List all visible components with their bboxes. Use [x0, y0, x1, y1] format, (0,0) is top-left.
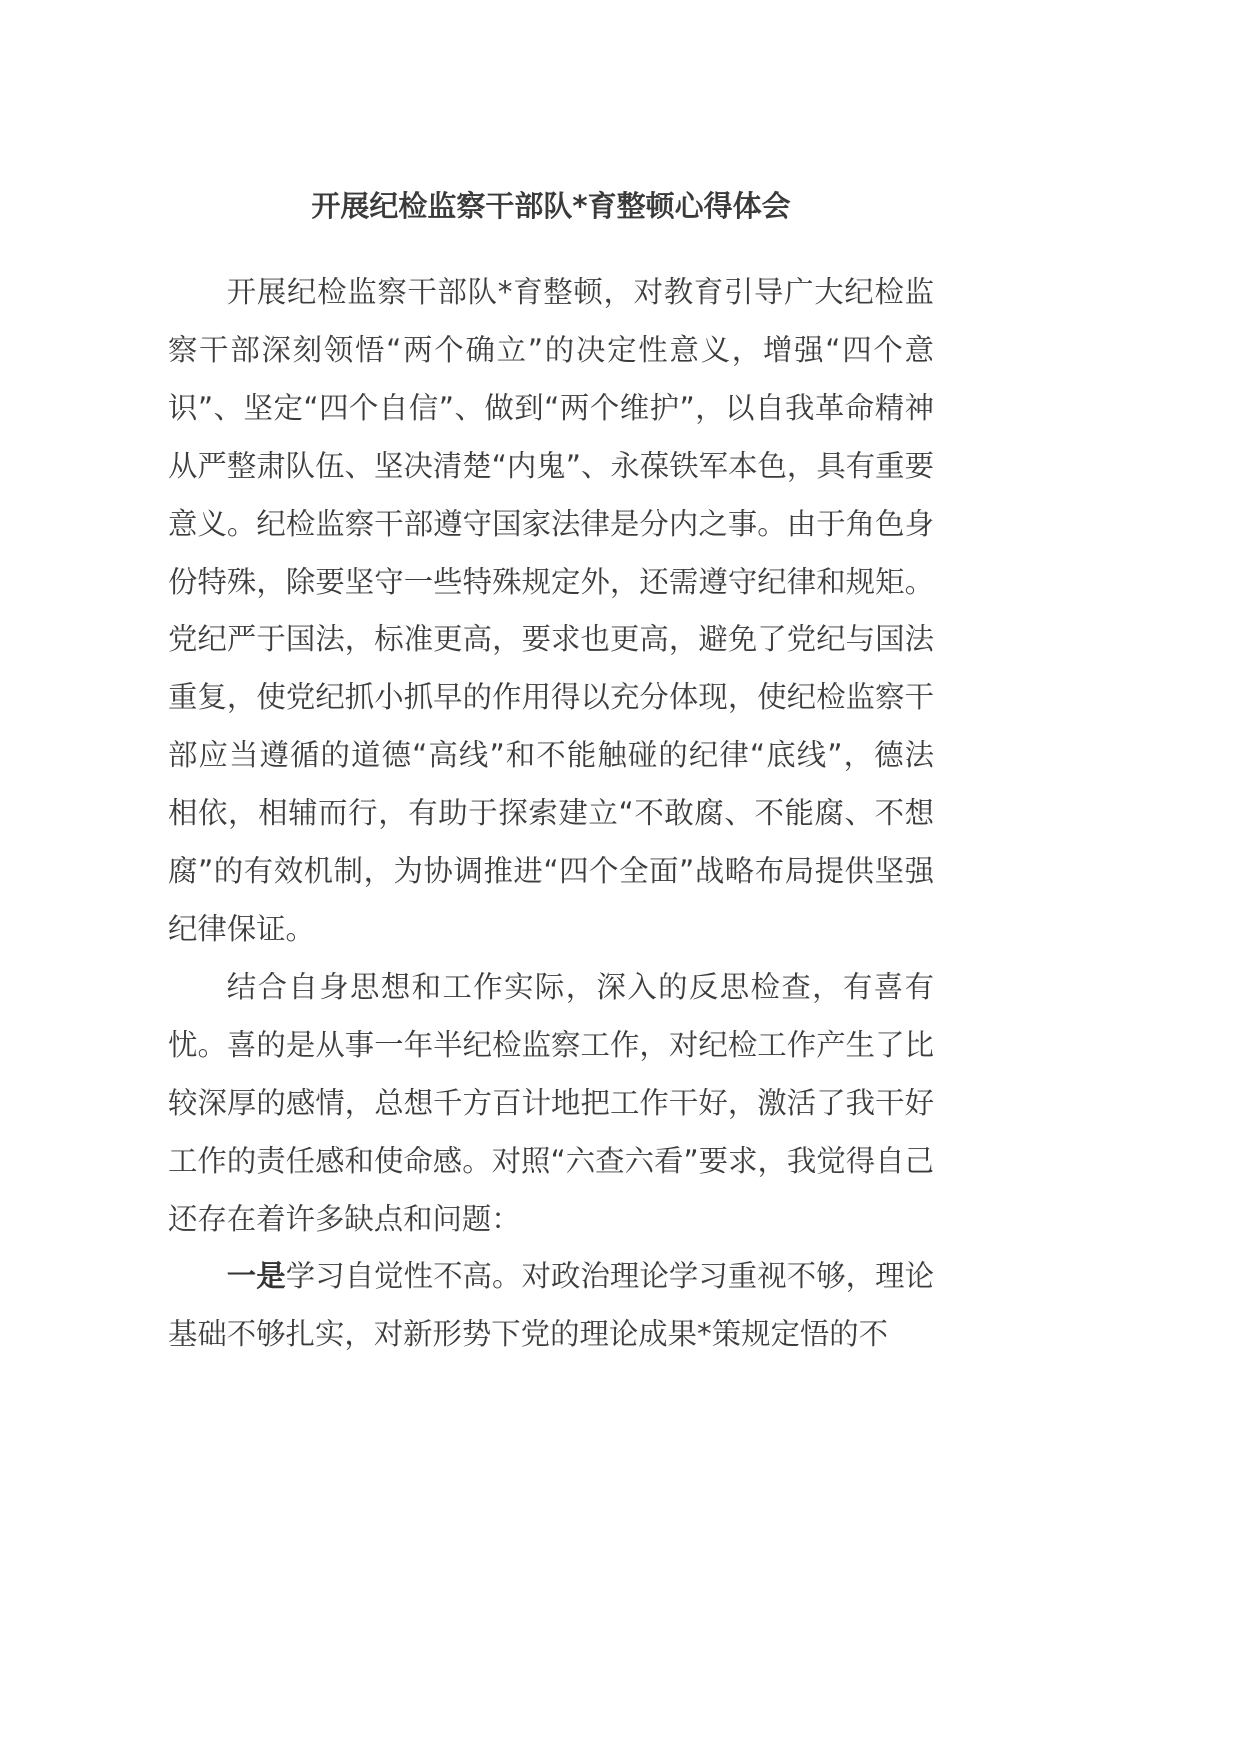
paragraph-3-text: 学习自觉性不高。对政治理论学习重视不够，理论基础不够扎实，对新形势下党的理论成果*策规定悟的不 [168, 1259, 935, 1352]
document-body [168, 264, 934, 1364]
paragraph-3 [168, 1248, 934, 1364]
document-title: 开展纪检监察干部队*育整顿心得体会 [311, 189, 791, 223]
paragraph-2 [168, 959, 934, 1249]
paragraph-1 [168, 264, 934, 959]
paragraph-3-lead: 一是 [226, 1259, 286, 1294]
paragraph-1-text: 开展纪检监察干部队*育整顿，对教育引导广大纪检监察干部深刻领悟“两个确立”的决定性意义，增强“四个意识”、坚定“四个自信”、做到“两个维护”，以自我革命精神从严整肃队伍、坚决清楚“内鬼”、永葆铁军本色，具有重要意义。纪检监察干部遵守国家法律是分内之事。由于角色身份特殊，除要坚守一些特殊规定外，还需遵守纪律和规矩。党纪严于国法，标准更高，要求也更高，避免了党纪与国法重复，使党纪抓小抓早的作用得以充分体现，使纪检监察干部应当遵循的道德“高线”和不能触碰的纪律“底线”，德法相依，相辅而行，有助于探索建立“不敢腐、不能腐、不想腐”的有效机制，为协调推进“四个全面”战略布局提供坚强纪律保证。 [168, 275, 934, 946]
paragraph-2-text: 结合自身思想和工作实际，深入的反思检查，有喜有忧。喜的是从事一年半纪检监察工作，对纪检工作产生了比较深厚的感情，总想千方百计地把工作干好，激活了我干好工作的责任感和使命感。对照“六查六看”要求，我觉得自己还存在着许多缺点和问题： [168, 969, 934, 1236]
